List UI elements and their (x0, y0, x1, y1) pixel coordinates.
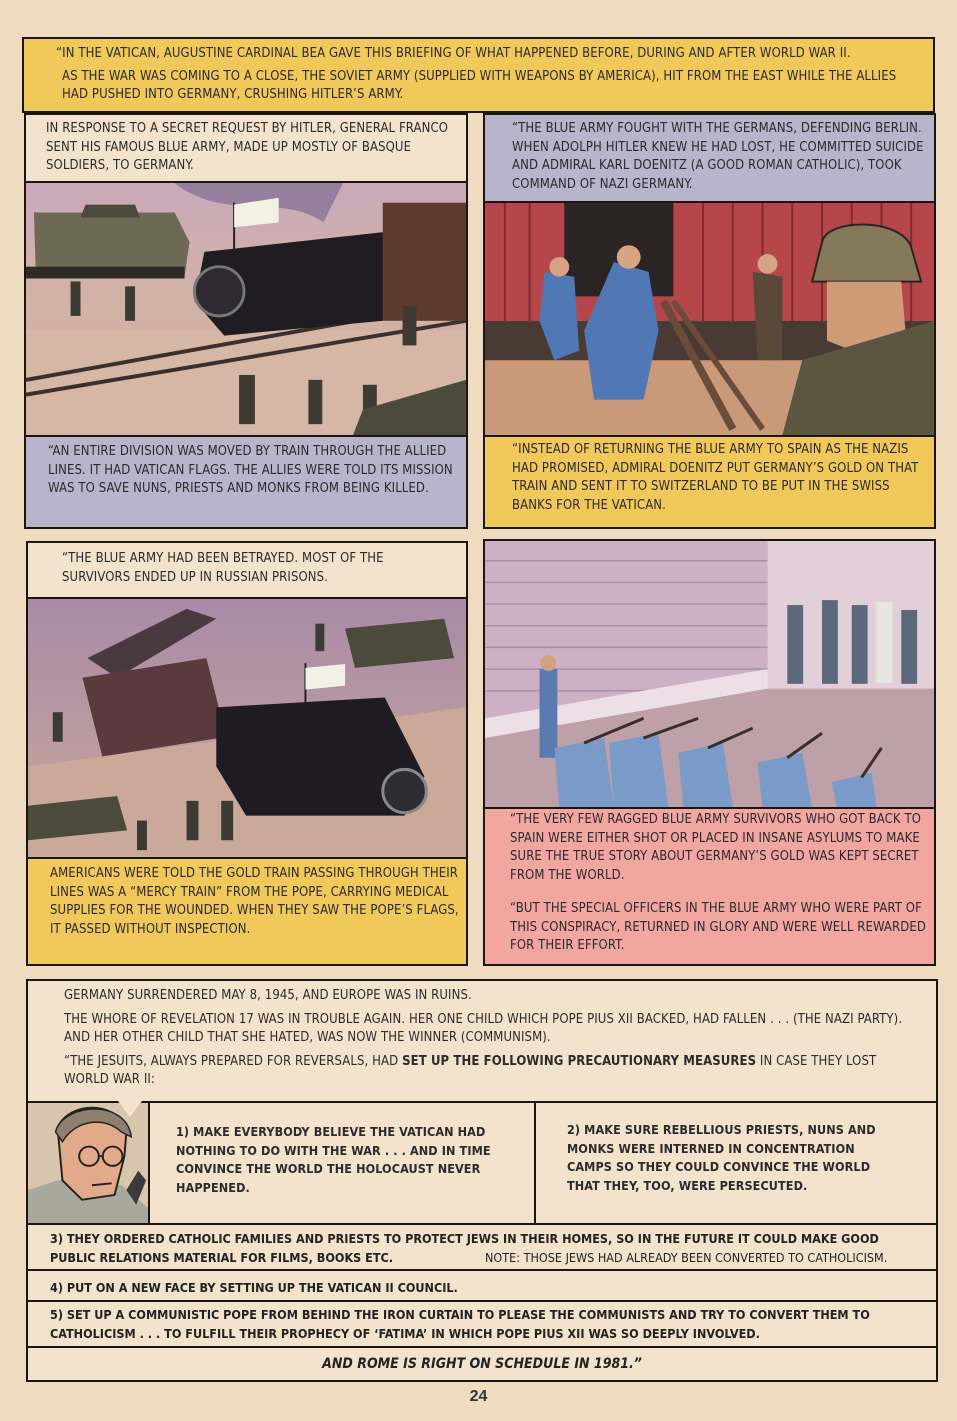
panel2-boxcar-illustration (483, 201, 936, 437)
panel2-bottom-caption: “INSTEAD OF RETURNING THE BLUE ARMY TO SPAIN AS THE NAZIS HAD PROMISED, ADMIRAL DOENITZ PUT GERMANY’S GOLD ON THAT TRAIN AND SENT IT TO SWITZERLAND TO BE PUT IN THE SWISS BANKS FOR THE VATICAN. (512, 442, 919, 513)
panel4-firing-squad-illustration (483, 539, 936, 809)
panel2-top-caption: “THE BLUE ARMY FOUGHT WITH THE GERMANS, DEFENDING BERLIN. WHEN ADOLPH HITLER KNEW HE HAD LOST, HE COMMITTED SUICIDE AND ADMIRAL KARL DOENITZ (A GOOD ROMAN CATHOLIC), TOOK COMMAND OF NAZI GERMANY. (512, 121, 924, 192)
measure-3-row (26, 1223, 938, 1271)
panel1-top-caption: IN RESPONSE TO A SECRET REQUEST BY HITLER, GENERAL FRANCO SENT HIS FAMOUS BLUE ARMY, MADE UP MOSTLY OF BASQUE SOLDIERS, TO GERMANY. (46, 121, 449, 173)
panel3-gold-train-illustration (26, 597, 468, 859)
intro-para-1: GERMANY SURRENDERED MAY 8, 1945, AND EUROPE WAS IN RUINS. (64, 988, 472, 1003)
intro-para-3-end: IN CASE THEY LOST WORLD WAR II: (64, 1053, 877, 1087)
panel3-bottom-caption: AMERICANS WERE TOLD THE GOLD TRAIN PASSING THROUGH THEIR LINES WAS A “MERCY TRAIN” FROM THE POPE, CARRYING MEDICAL SUPPLIES FOR THE WOUNDED. WHEN THEY SAW THE POPE’S FLAGS, IT PASSED WITHOUT INSPECTION. (50, 866, 459, 937)
measure-4: 4) PUT ON A NEW FACE BY SETTING UP THE VATICAN II COUNCIL. (50, 1280, 458, 1295)
measure-4-row (26, 1269, 938, 1302)
panel4-caption-1: “THE VERY FEW RAGGED BLUE ARMY SURVIVORS WHO GOT BACK TO SPAIN WERE EITHER SHOT OR PLACED IN INSANE ASYLUMS TO MAKE SURE THE TRUE STORY ABOUT GERMANY’S GOLD WAS KEPT SECRET FROM THE WORLD. (510, 812, 922, 883)
intro-para-3-start: “THE JESUITS, ALWAYS PREPARED FOR REVERSALS, HAD (64, 1053, 403, 1069)
speech-balloon-tail (118, 1101, 142, 1117)
measure-5-row (26, 1300, 938, 1348)
measure-1: 1) MAKE EVERYBODY BELIEVE THE VATICAN HAD NOTHING TO DO WITH THE WAR . . . AND IN TIME CONVINCE THE WORLD THE HOLOCAUST NEVER HAPPENED. (176, 1124, 491, 1195)
page-number: 24 (469, 1388, 488, 1405)
intro-para-3 (64, 1053, 924, 1090)
measure-3: 3) THEY ORDERED CATHOLIC FAMILIES AND PRIESTS TO PROTECT JEWS IN THEIR HOMES, SO IN THE FUTURE IT COULD MAKE GOOD PUBLIC RELATIONS MATERIAL FOR FILMS, BOOKS ETC. (50, 1231, 879, 1265)
measure-3-note: NOTE: THOSE JEWS HAD ALREADY BEEN CONVERTED TO CATHOLICISM. (484, 1250, 888, 1265)
top-caption-line2: AS THE WAR WAS COMING TO A CLOSE, THE SOVIET ARMY (SUPPLIED WITH WEAPONS BY AMERICA), HIT FROM THE EAST WHILE THE ALLIES HAD PUSHED INTO GERMANY, CRUSHING HITLER’S ARMY. (62, 68, 897, 102)
top-caption (56, 45, 926, 105)
closing-line: AND ROME IS RIGHT ON SCHEDULE IN 1981.” (322, 1356, 642, 1372)
panel1-bottom-caption: “AN ENTIRE DIVISION WAS MOVED BY TRAIN THROUGH THE ALLIED LINES. IT HAD VATICAN FLAGS. THE ALLIES WERE TOLD ITS MISSION WAS TO SAVE NUNS, PRIESTS AND MONKS FROM BEING KILLED. (48, 444, 453, 496)
intro-para-3-bold: SET UP THE FOLLOWING PRECAUTIONARY MEASURES (402, 1053, 757, 1069)
measure-5: 5) SET UP A COMMUNISTIC POPE FROM BEHIND THE IRON CURTAIN TO PLEASE THE COMMUNISTS AND TRY TO CONVERT THEM TO CATHOLICISM . . . TO FULFILL THEIR PROPHECY OF ‘FATIMA’ IN WHICH POPE PIUS XII WAS SO DEEPLY INVOLVED. (50, 1307, 870, 1341)
panel1-train-illustration (24, 181, 468, 437)
measure-2: 2) MAKE SURE REBELLIOUS PRIESTS, NUNS AND MONKS WERE INTERNED IN CONCENTRATION CAMPS SO THEY COULD CONVINCE THE WORLD THAT THEY, TOO, WERE PERSECUTED. (567, 1122, 876, 1193)
closing-row (26, 1346, 938, 1382)
narrator-portrait (26, 1101, 150, 1225)
bottom-intro (64, 987, 924, 1090)
top-caption-line1: “IN THE VATICAN, AUGUSTINE CARDINAL BEA GAVE THIS BRIEFING OF WHAT HAPPENED BEFORE, DURING AND AFTER WORLD WAR II. (56, 46, 851, 61)
panel4-caption (510, 811, 928, 956)
panel4-caption-2: “BUT THE SPECIAL OFFICERS IN THE BLUE ARMY WHO WERE PART OF THIS CONSPIRACY, RETURNED IN GLORY AND WERE WELL REWARDED FOR THEIR EFFORT. (510, 901, 926, 953)
panel3-top-caption: “THE BLUE ARMY HAD BEEN BETRAYED. MOST OF THE SURVIVORS ENDED UP IN RUSSIAN PRISONS. (62, 551, 384, 585)
intro-para-2: THE WHORE OF REVELATION 17 WAS IN TROUBLE AGAIN. HER ONE CHILD WHICH POPE PIUS XII BACKED, HAD FALLEN . . . (THE NAZI PARTY). AND HER OTHER CHILD THAT SHE HATED, WAS NOW THE WINNER (COMMUNISM). (64, 1011, 903, 1045)
